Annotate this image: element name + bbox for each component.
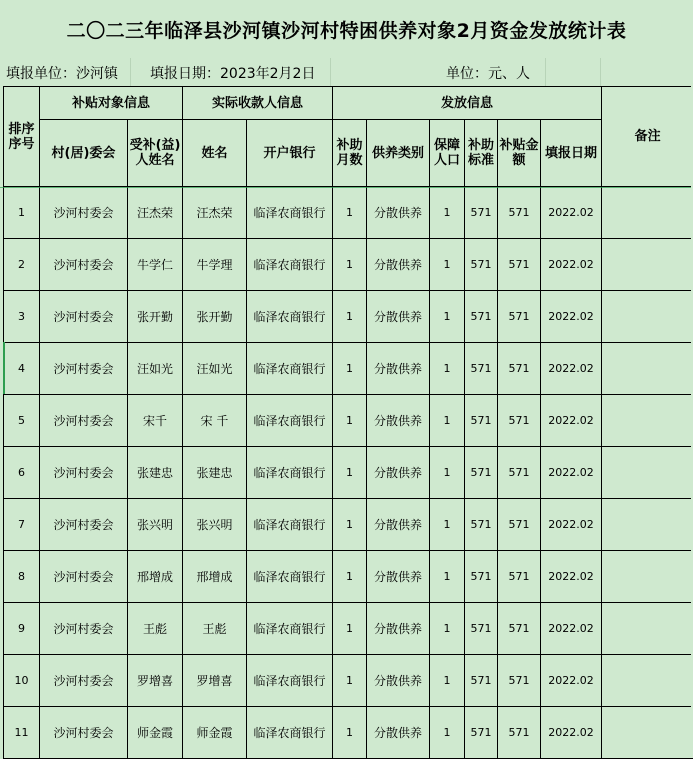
table-row (4, 239, 693, 291)
cell-remark[interactable] (602, 707, 693, 759)
cell-months[interactable]: 1 (333, 187, 367, 239)
cell-village[interactable]: 沙河村委会 (40, 707, 128, 759)
cell-date[interactable]: 2022.02 (541, 395, 602, 447)
cell-bank[interactable]: 临泽农商银行 (247, 291, 333, 343)
cell-standard[interactable]: 571 (465, 551, 498, 603)
cell-people[interactable]: 1 (430, 603, 465, 655)
cell-date[interactable]: 2022.02 (541, 343, 602, 395)
cell-remark[interactable] (602, 551, 693, 603)
header-payout-group: 发放信息 (333, 87, 602, 120)
table-row (4, 291, 693, 343)
cell-amount[interactable]: 571 (498, 551, 541, 603)
table-row (4, 499, 693, 551)
cell-seq[interactable]: 9 (4, 603, 40, 655)
header-filldate: 填报日期 (541, 120, 602, 187)
cell-village[interactable]: 沙河村委会 (40, 239, 128, 291)
cell-standard[interactable]: 571 (465, 707, 498, 759)
cell-recipient[interactable]: 宋千 (128, 395, 183, 447)
cell-standard[interactable]: 571 (465, 499, 498, 551)
table-row (4, 655, 693, 707)
table-row (4, 343, 693, 395)
cell-months[interactable]: 1 (333, 499, 367, 551)
cell-name[interactable]: 汪如光 (183, 343, 247, 395)
cell-recipient[interactable]: 张兴明 (128, 499, 183, 551)
cell-seq[interactable]: 4 (4, 343, 40, 395)
cell-seq[interactable]: 10 (4, 655, 40, 707)
cell-amount[interactable]: 571 (498, 447, 541, 499)
cell-name[interactable]: 王彪 (183, 603, 247, 655)
cell-months[interactable]: 1 (333, 395, 367, 447)
cell-remark[interactable] (602, 343, 693, 395)
cell-people[interactable]: 1 (430, 447, 465, 499)
cell-type[interactable]: 分散供养 (367, 187, 430, 239)
header-people: 保障人口 (430, 120, 465, 187)
cell-remark[interactable] (602, 395, 693, 447)
cell-bank[interactable]: 临泽农商银行 (247, 655, 333, 707)
table-row (4, 187, 693, 239)
cell-date[interactable]: 2022.02 (541, 447, 602, 499)
cell-remark[interactable] (602, 239, 693, 291)
cell-recipient[interactable]: 王彪 (128, 603, 183, 655)
cell-bank[interactable]: 临泽农商银行 (247, 551, 333, 603)
sheet-title: 二〇二三年临泽县沙河镇沙河村特困供养对象2月资金发放统计表 (0, 0, 693, 58)
cell-type[interactable]: 分散供养 (367, 291, 430, 343)
cell-amount[interactable]: 571 (498, 395, 541, 447)
cell-amount[interactable]: 571 (498, 707, 541, 759)
cell-people[interactable]: 1 (430, 551, 465, 603)
cell-bank[interactable]: 临泽农商银行 (247, 447, 333, 499)
cell-people[interactable]: 1 (430, 655, 465, 707)
header-name: 姓名 (183, 120, 247, 187)
cell-months[interactable]: 1 (333, 655, 367, 707)
cell-months[interactable]: 1 (333, 707, 367, 759)
freeze-pane-line (0, 187, 693, 188)
header-seq: 排序序号 (4, 87, 40, 187)
cell-seq[interactable]: 3 (4, 291, 40, 343)
cell-name[interactable]: 张兴明 (183, 499, 247, 551)
cell-date[interactable]: 2022.02 (541, 239, 602, 291)
cell-name[interactable]: 宋 千 (183, 395, 247, 447)
fill-date-label: 填报日期：2023年2月2日 (150, 63, 315, 83)
header-subsidy-group: 补贴对象信息 (40, 87, 183, 120)
cell-amount[interactable]: 571 (498, 187, 541, 239)
cell-seq[interactable]: 11 (4, 707, 40, 759)
cell-village[interactable]: 沙河村委会 (40, 551, 128, 603)
cell-village[interactable]: 沙河村委会 (40, 395, 128, 447)
cell-people[interactable]: 1 (430, 239, 465, 291)
row-selection-marker (3, 342, 5, 394)
cell-village[interactable]: 沙河村委会 (40, 655, 128, 707)
header-amount: 补贴金额 (498, 120, 541, 187)
table-row (4, 395, 693, 447)
cell-village[interactable]: 沙河村委会 (40, 291, 128, 343)
cell-date[interactable]: 2022.02 (541, 551, 602, 603)
cell-recipient[interactable]: 牛学仁 (128, 239, 183, 291)
header-village: 村(居)委会 (40, 120, 128, 187)
cell-seq[interactable]: 5 (4, 395, 40, 447)
cell-recipient[interactable]: 罗增喜 (128, 655, 183, 707)
cell-amount[interactable]: 571 (498, 239, 541, 291)
cell-remark[interactable] (602, 655, 693, 707)
cell-name[interactable]: 牛学理 (183, 239, 247, 291)
cell-date[interactable]: 2022.02 (541, 603, 602, 655)
cell-months[interactable]: 1 (333, 603, 367, 655)
cell-seq[interactable]: 1 (4, 187, 40, 239)
cell-remark[interactable] (602, 291, 693, 343)
cell-recipient[interactable]: 汪如光 (128, 343, 183, 395)
cell-name[interactable]: 邢增成 (183, 551, 247, 603)
cell-village[interactable]: 沙河村委会 (40, 343, 128, 395)
cell-months[interactable]: 1 (333, 551, 367, 603)
cell-recipient[interactable]: 张开勤 (128, 291, 183, 343)
cell-remark[interactable] (602, 603, 693, 655)
cell-months[interactable]: 1 (333, 291, 367, 343)
cell-bank[interactable]: 临泽农商银行 (247, 707, 333, 759)
table-row (4, 603, 693, 655)
cell-remark[interactable] (602, 447, 693, 499)
cell-date[interactable]: 2022.02 (541, 187, 602, 239)
cell-months[interactable]: 1 (333, 447, 367, 499)
cell-bank[interactable]: 临泽农商银行 (247, 187, 333, 239)
cell-village[interactable]: 沙河村委会 (40, 447, 128, 499)
fill-unit-label: 填报单位：沙河镇 (6, 63, 118, 83)
header-months: 补助月数 (333, 120, 367, 187)
cell-seq[interactable]: 8 (4, 551, 40, 603)
cell-standard[interactable]: 571 (465, 239, 498, 291)
header-payee-group: 实际收款人信息 (183, 87, 333, 120)
header-recipient: 受补(益)人姓名 (128, 120, 183, 187)
cell-date[interactable]: 2022.02 (541, 499, 602, 551)
cell-type[interactable]: 分散供养 (367, 447, 430, 499)
cell-months[interactable]: 1 (333, 239, 367, 291)
cell-people[interactable]: 1 (430, 395, 465, 447)
cell-recipient[interactable]: 张建忠 (128, 447, 183, 499)
cell-type[interactable]: 分散供养 (367, 603, 430, 655)
cell-people[interactable]: 1 (430, 499, 465, 551)
cell-village[interactable]: 沙河村委会 (40, 187, 128, 239)
cell-date[interactable]: 2022.02 (541, 291, 602, 343)
cell-amount[interactable]: 571 (498, 499, 541, 551)
table-row (4, 707, 693, 759)
cell-standard[interactable]: 571 (465, 603, 498, 655)
cell-bank[interactable]: 临泽农商银行 (247, 239, 333, 291)
header-bank: 开户银行 (247, 120, 333, 187)
cell-name[interactable]: 汪杰荣 (183, 187, 247, 239)
cell-standard[interactable]: 571 (465, 343, 498, 395)
cell-type[interactable]: 分散供养 (367, 343, 430, 395)
cell-recipient[interactable]: 汪杰荣 (128, 187, 183, 239)
cell-name[interactable]: 罗增喜 (183, 655, 247, 707)
cell-standard[interactable]: 571 (465, 447, 498, 499)
header-standard: 补助标准 (465, 120, 498, 187)
cell-type[interactable]: 分散供养 (367, 395, 430, 447)
cell-bank[interactable]: 临泽农商银行 (247, 499, 333, 551)
cell-seq[interactable]: 7 (4, 499, 40, 551)
cell-seq[interactable]: 2 (4, 239, 40, 291)
info-bar (0, 58, 693, 86)
cell-amount[interactable]: 571 (498, 291, 541, 343)
cell-bank[interactable]: 临泽农商银行 (247, 395, 333, 447)
cell-amount[interactable]: 571 (498, 603, 541, 655)
cell-standard[interactable]: 571 (465, 395, 498, 447)
cell-people[interactable]: 1 (430, 187, 465, 239)
cell-type[interactable]: 分散供养 (367, 707, 430, 759)
header-type: 供养类别 (367, 120, 430, 187)
cell-bank[interactable]: 临泽农商银行 (247, 343, 333, 395)
cell-type[interactable]: 分散供养 (367, 551, 430, 603)
cell-type[interactable]: 分散供养 (367, 655, 430, 707)
cell-name[interactable]: 师金霞 (183, 707, 247, 759)
cell-standard[interactable]: 571 (465, 291, 498, 343)
cell-bank[interactable]: 临泽农商银行 (247, 603, 333, 655)
cell-amount[interactable]: 571 (498, 343, 541, 395)
cell-recipient[interactable]: 邢增成 (128, 551, 183, 603)
cell-amount[interactable]: 571 (498, 655, 541, 707)
cell-type[interactable]: 分散供养 (367, 499, 430, 551)
cell-standard[interactable]: 571 (465, 655, 498, 707)
cell-remark[interactable] (602, 187, 693, 239)
cell-remark[interactable] (602, 499, 693, 551)
cell-name[interactable]: 张开勤 (183, 291, 247, 343)
cell-months[interactable]: 1 (333, 343, 367, 395)
cell-date[interactable]: 2022.02 (541, 655, 602, 707)
cell-village[interactable]: 沙河村委会 (40, 603, 128, 655)
cell-date[interactable]: 2022.02 (541, 707, 602, 759)
cell-people[interactable]: 1 (430, 291, 465, 343)
cell-standard[interactable]: 571 (465, 187, 498, 239)
cell-people[interactable]: 1 (430, 343, 465, 395)
table-row (4, 447, 693, 499)
cell-village[interactable]: 沙河村委会 (40, 499, 128, 551)
cell-seq[interactable]: 6 (4, 447, 40, 499)
cell-type[interactable]: 分散供养 (367, 239, 430, 291)
cell-people[interactable]: 1 (430, 707, 465, 759)
cell-name[interactable]: 张建忠 (183, 447, 247, 499)
cell-recipient[interactable]: 师金霞 (128, 707, 183, 759)
measure-unit-label: 单位：元、人 (446, 63, 530, 83)
table-row (4, 551, 693, 603)
header-remark: 备注 (602, 87, 693, 187)
